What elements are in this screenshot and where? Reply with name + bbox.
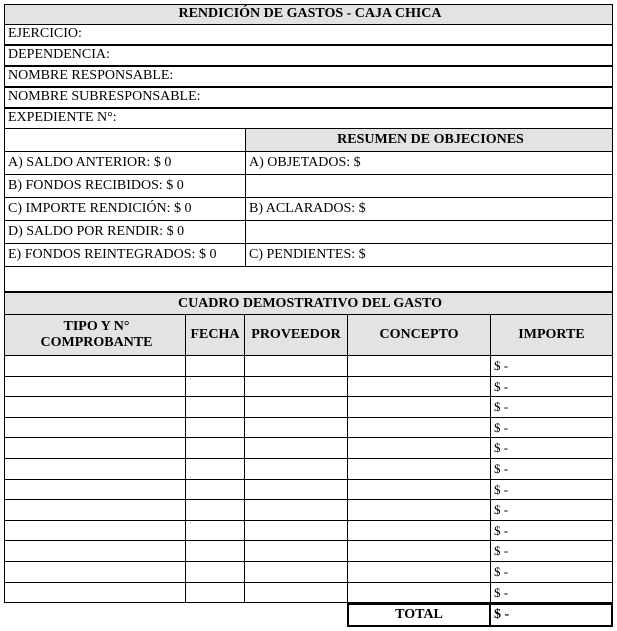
- table-cell: [185, 479, 245, 500]
- table-cell: [347, 540, 491, 562]
- ejercicio-label: EJERCICIO:: [4, 24, 613, 45]
- table-cell: [347, 437, 491, 459]
- importe-cell: $ -: [490, 479, 613, 500]
- fondos-recibidos: B) FONDOS RECIBIDOS: $ 0: [4, 174, 246, 198]
- table-cell: [347, 417, 491, 438]
- table-cell: [347, 479, 491, 500]
- objections-heading: RESUMEN DE OBJECIONES: [245, 128, 613, 152]
- table-cell: [244, 437, 348, 459]
- importe-cell: $ -: [490, 437, 613, 459]
- table-cell: [244, 417, 348, 438]
- table-cell: [185, 520, 245, 541]
- table-cell: [244, 376, 348, 397]
- table-cell: [185, 376, 245, 397]
- table-cell: [244, 458, 348, 480]
- table-cell: [244, 540, 348, 562]
- importe-cell: $ -: [490, 582, 613, 603]
- importe-cell: $ -: [490, 561, 613, 583]
- table-cell: [4, 582, 186, 603]
- table-cell: [244, 479, 348, 500]
- table-cell: [185, 540, 245, 562]
- expediente-label: EXPEDIENTE N°:: [4, 108, 613, 129]
- table-cell: [4, 520, 186, 541]
- table-cell: [185, 499, 245, 521]
- fondos-reintegrados: E) FONDOS REINTEGRADOS: $ 0: [4, 243, 246, 267]
- table-cell: [4, 437, 186, 459]
- table-cell: [4, 479, 186, 500]
- table-cell: [347, 561, 491, 583]
- importe-cell: $ -: [490, 355, 613, 377]
- table-cell: [185, 355, 245, 377]
- table-cell: [185, 458, 245, 480]
- table-cell: [347, 582, 491, 603]
- table-cell: [4, 499, 186, 521]
- table-cell: [347, 376, 491, 397]
- table-cell: [347, 520, 491, 541]
- table-cell: [347, 396, 491, 418]
- table-cell: [347, 499, 491, 521]
- table-cell: [185, 582, 245, 603]
- table-cell: [347, 355, 491, 377]
- total-label: TOTAL: [347, 603, 491, 627]
- importe-cell: $ -: [490, 520, 613, 541]
- col-fecha: FECHA: [185, 314, 245, 356]
- table-cell: [4, 417, 186, 438]
- importe-rendicion: C) IMPORTE RENDICIÓN: $ 0: [4, 197, 246, 221]
- summary-blank-right-2: [245, 220, 613, 244]
- table-cell: [244, 396, 348, 418]
- pendientes: C) PENDIENTES: $: [245, 243, 613, 267]
- aclarados: B) ACLARADOS: $: [245, 197, 613, 221]
- table-cell: [244, 520, 348, 541]
- subresponsable-label: NOMBRE SUBRESPONSABLE:: [4, 87, 613, 108]
- table-cell: [244, 582, 348, 603]
- objetados: A) OBJETADOS: $: [245, 151, 613, 175]
- saldo-por-rendir: D) SALDO POR RENDIR: $ 0: [4, 220, 246, 244]
- total-value: $ -: [489, 603, 613, 627]
- col-concepto: CONCEPTO: [347, 314, 491, 356]
- col-importe: IMPORTE: [490, 314, 613, 356]
- dependencia-label: DEPENDENCIA:: [4, 45, 613, 66]
- importe-cell: $ -: [490, 376, 613, 397]
- table-cell: [244, 355, 348, 377]
- detail-heading: CUADRO DEMOSTRATIVO DEL GASTO: [4, 292, 613, 315]
- summary-blank-right-1: [245, 174, 613, 198]
- responsable-label: NOMBRE RESPONSABLE:: [4, 66, 613, 87]
- importe-cell: $ -: [490, 499, 613, 521]
- table-cell: [4, 540, 186, 562]
- table-cell: [4, 561, 186, 583]
- table-cell: [347, 458, 491, 480]
- table-cell: [185, 561, 245, 583]
- summary-blank-left: [4, 128, 246, 152]
- importe-cell: $ -: [490, 417, 613, 438]
- col-proveedor: PROVEEDOR: [244, 314, 348, 356]
- importe-cell: $ -: [490, 396, 613, 418]
- col-tipo-comprobante: TIPO Y N° COMPROBANTE: [4, 314, 186, 356]
- table-cell: [185, 437, 245, 459]
- table-cell: [4, 376, 186, 397]
- table-cell: [185, 396, 245, 418]
- table-cell: [4, 396, 186, 418]
- table-cell: [244, 561, 348, 583]
- importe-cell: $ -: [490, 458, 613, 480]
- saldo-anterior: A) SALDO ANTERIOR: $ 0: [4, 151, 246, 175]
- table-cell: [244, 499, 348, 521]
- table-cell: [185, 417, 245, 438]
- table-cell: [4, 458, 186, 480]
- importe-cell: $ -: [490, 540, 613, 562]
- table-cell: [4, 355, 186, 377]
- form-title: RENDICIÓN DE GASTOS - CAJA CHICA: [4, 4, 613, 25]
- spacer-row: [4, 266, 613, 292]
